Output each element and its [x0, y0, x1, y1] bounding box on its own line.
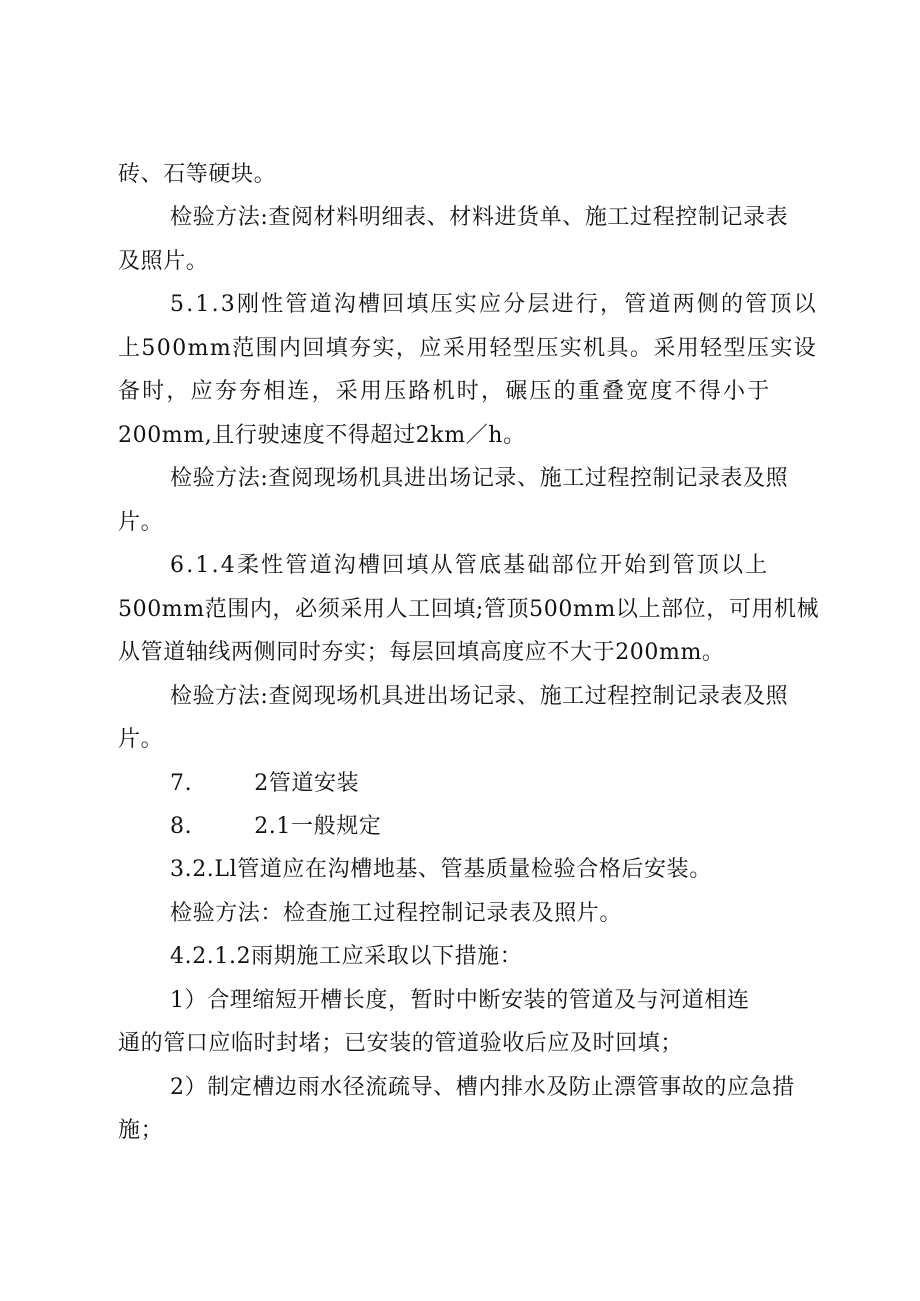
- text-line: 片。: [118, 727, 164, 752]
- text-line: 检验方法:查阅现场机具进出场记录、施工过程控制记录表及照: [170, 466, 789, 491]
- text-line: 5.1.3刚性管道沟槽回填压实应分层进行，管道两侧的管顶以: [170, 292, 818, 317]
- section-heading: [170, 812, 381, 842]
- list-marker: 8.: [170, 814, 193, 839]
- text-line: 检验方法:查阅现场机具进出场记录、施工过程控制记录表及照: [170, 684, 789, 709]
- text-line: 3.2.Ll管道应在沟槽地基、管基质量检验合格后安装。: [170, 857, 712, 882]
- text-line: 及照片。: [118, 249, 209, 274]
- heading-text: 2.1一般规定: [254, 814, 382, 839]
- text-line: 1）合理缩短开槽长度，暂时中断安装的管道及与河道相连: [170, 988, 750, 1013]
- text-line: 500mm范围内，必须采用人工回填;管顶500mm以上部位，可用机械: [118, 597, 820, 622]
- text-line: 4.2.1.2雨期施工应采取以下措施：: [170, 944, 523, 969]
- text-line: 2）制定槽边雨水径流疏导、槽内排水及防止漂管事故的应急措: [170, 1075, 795, 1100]
- heading-text: 2管道安装: [254, 771, 360, 796]
- text-line: 检验方法：检查施工过程控制记录表及照片。: [170, 901, 623, 926]
- text-line: 通的管口应临时封堵；已安装的管道验收后应及时回填；: [118, 1031, 684, 1056]
- text-line: 备时，应夯夯相连，采用压路机时，碾压的重叠宽度不得小于: [118, 379, 772, 404]
- list-marker: 7.: [170, 771, 193, 796]
- text-line: 检验方法:查阅材料明细表、材料进货单、施工过程控制记录表: [170, 205, 789, 230]
- text-line: 上500mm范围内回填夯实，应采用轻型压实机具。采用轻型压实设: [118, 336, 818, 361]
- text-line: 施；: [118, 1118, 164, 1143]
- text-line: 6.1.4柔性管道沟槽回填从管底基础部位开始到管顶以上: [170, 553, 770, 578]
- text-line: 片。: [118, 510, 164, 535]
- text-line: 砖、石等硬块。: [118, 162, 277, 187]
- text-line: 从管道轴线两侧同时夯实；每层回填高度应不大于200mm。: [118, 640, 725, 665]
- text-line: 200mm,且行驶速度不得超过2km／h。: [118, 423, 526, 448]
- section-heading: [170, 769, 359, 799]
